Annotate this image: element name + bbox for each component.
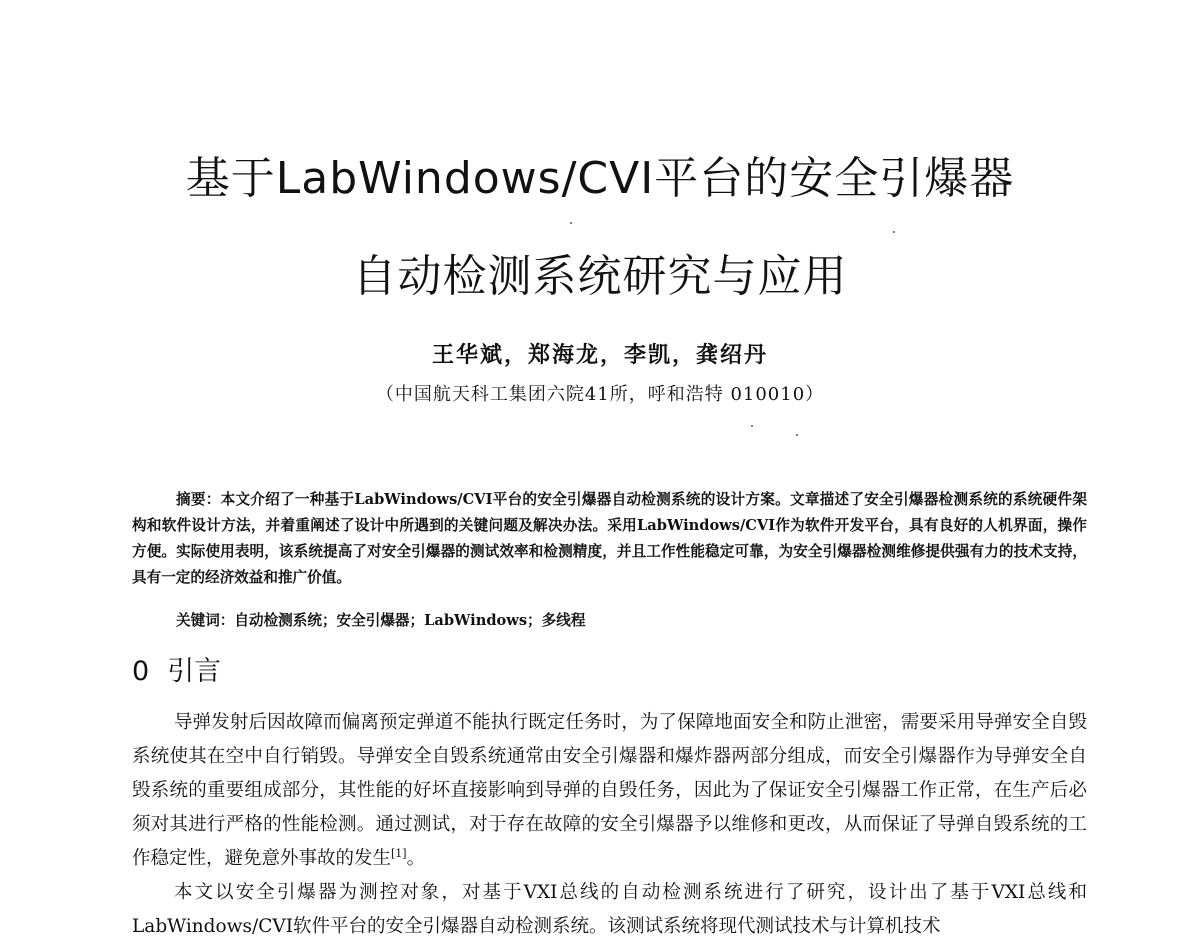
authors: 王华斌，郑海龙，李凯，龚绍丹 [431,342,768,368]
keywords-text: 自动检测系统；安全引爆器；LabWindows；多线程 [234,612,586,629]
abstract [132,487,1087,591]
abstract-text: 本文介绍了一种基于LabWindows/CVI平台的安全引爆器自动检测系统的设计方案。文章描述了安全引爆器检测系统的系统硬件架构和软件设计方法，并着重阐述了设计中所遇到的关键问题及解决办法。采用LabWindows/CVI作为软件开发平台，具有良好的人机界面，操作方便。实际使用表明，该系统提高了对安全引爆器的测试效率和检测精度，并且工作性能稳定可靠，为安全引爆器检测维修提供强有力的技术支持，具有一定的经济效益和推广价值。 [132,491,1087,586]
affiliation: （中国航天科工集团六院41所，呼和浩特 010010） [375,384,825,405]
keywords-label: 关键词： [176,612,235,629]
scan-speck [570,222,572,224]
paragraph-1-end: 。 [406,848,426,869]
paper-title-line-1: 基于LabWindows/CVI平台的安全引爆器 [185,153,1015,204]
body-text [132,706,1087,944]
keywords [176,608,585,634]
scan-speck [796,434,798,436]
abstract-label: 摘要： [176,491,221,508]
section-title: 引言 [167,656,222,687]
paragraph-1-text: 导弹发射后因故障而偏离预定弹道不能执行既定任务时，为了保障地面安全和防止泄密，需要采用导弹安全自毁系统使其在空中自行销毁。导弹安全自毁系统通常由安全引爆器和爆炸器两部分组成，而安全引爆器作为导弹安全自毁系统的重要组成部分，其性能的好坏直接影响到导弹的自毁任务，因此为了保证安全引爆器工作正常，在生产后必须对其进行严格的性能检测。通过测试，对于存在故障的安全引爆器予以维修和更改，从而保证了导弹自毁系统的工作稳定性，避免意外事故的发生 [132,712,1087,869]
paragraph-2 [132,876,1087,944]
scan-speck [893,231,895,233]
paragraph-2-text: 本文以安全引爆器为测控对象，对基于VXI总线的自动检测系统进行了研究，设计出了基于VXI总线和LabWindows/CVI软件平台的安全引爆器自动检测系统。该测试系统将现代测试技术与计算机技术 [132,882,1087,937]
citation: [1] [391,846,407,860]
paper-title-line-2: 自动检测系统研究与应用 [352,251,848,302]
section-number: 0 [132,656,150,687]
paragraph-1 [132,706,1087,876]
section-heading [132,649,221,688]
scan-speck [751,425,753,427]
